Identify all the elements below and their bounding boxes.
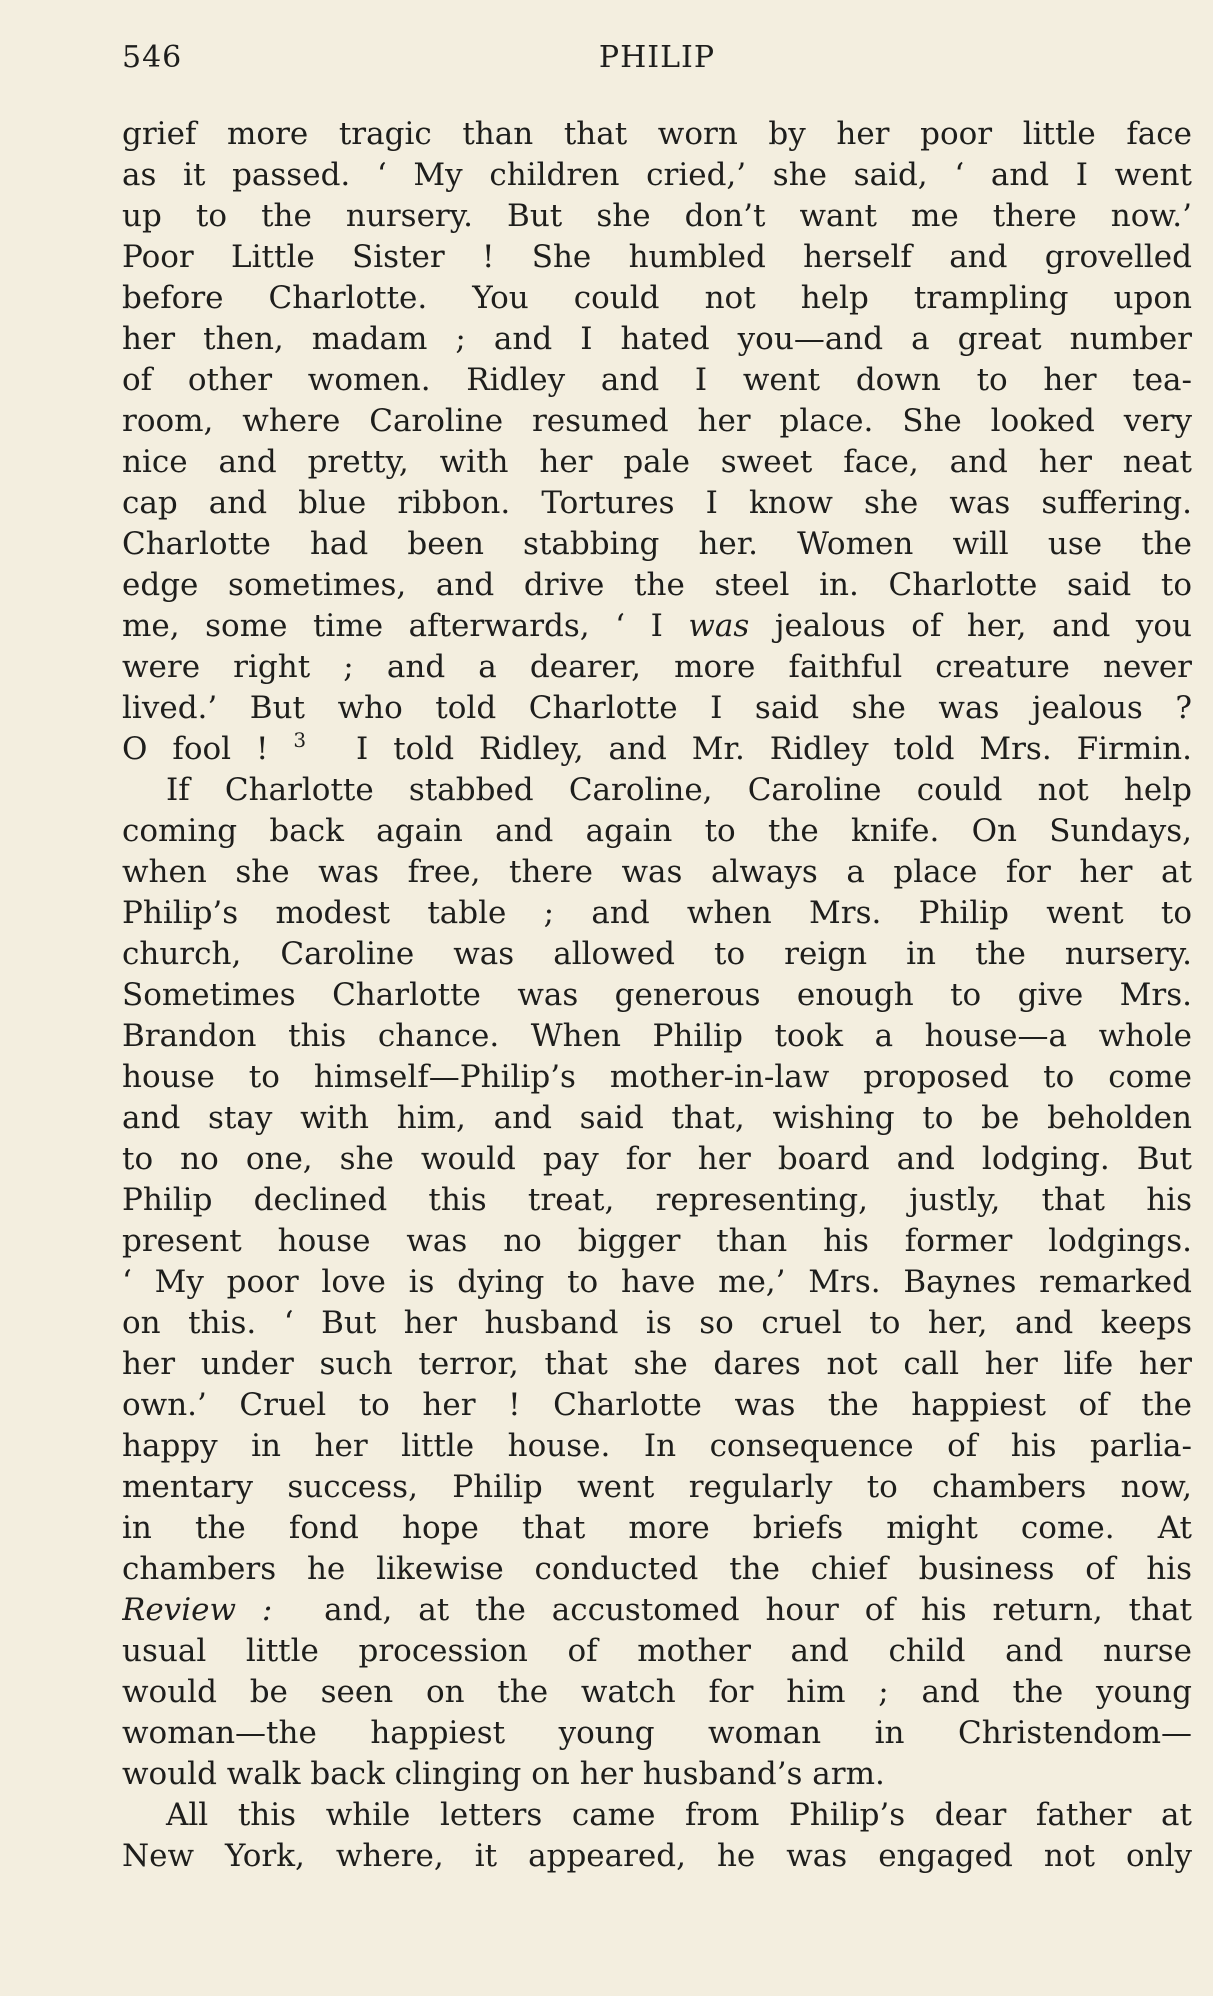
text-line bbox=[122, 1385, 1192, 1426]
text-line bbox=[122, 1303, 1192, 1344]
text-line bbox=[122, 1098, 1192, 1139]
line-text: usual little procession of mother and child and nurse bbox=[122, 1633, 1192, 1669]
text-line bbox=[122, 1795, 1192, 1836]
line-text: up to the nursery. But she don’t want me there now.’ bbox=[122, 198, 1192, 234]
line-text: and, at the accustomed hour of his return, that bbox=[272, 1592, 1192, 1628]
text-line bbox=[122, 1180, 1192, 1221]
line-text: chambers he likewise conducted the chief business of his bbox=[122, 1551, 1192, 1587]
line-text: happy in her little house. In consequence of his parlia- bbox=[122, 1428, 1192, 1464]
line-text: O fool ! bbox=[122, 731, 294, 767]
text-line bbox=[122, 196, 1192, 237]
line-text: her under such terror, that she dares not call her life her bbox=[122, 1346, 1192, 1382]
text-line bbox=[122, 360, 1192, 401]
line-text: Philip’s modest table ; and when Mrs. Philip went to bbox=[122, 895, 1192, 931]
line-text: Poor Little Sister ! She humbled herself and grovelled bbox=[122, 239, 1192, 275]
text-line bbox=[122, 483, 1192, 524]
line-text: of other women. Ridley and I went down to her tea- bbox=[122, 362, 1192, 398]
line-text: her then, madam ; and I hated you—and a great number bbox=[122, 321, 1192, 357]
footnote-marker: 3 bbox=[293, 729, 307, 752]
line-text: grief more tragic than that worn by her poor little face bbox=[122, 116, 1192, 152]
text-line bbox=[122, 1549, 1192, 1590]
text-line bbox=[122, 770, 1192, 811]
text-line bbox=[122, 811, 1192, 852]
line-text: Charlotte had been stabbing her. Women will use the bbox=[122, 526, 1192, 562]
text-line bbox=[122, 1631, 1192, 1672]
line-text: in the fond hope that more briefs might come. At bbox=[122, 1510, 1192, 1546]
text-line bbox=[122, 975, 1192, 1016]
text-line bbox=[122, 1139, 1192, 1180]
line-text: present house was no bigger than his former lodgings. bbox=[122, 1223, 1192, 1259]
text-line bbox=[122, 1754, 1192, 1795]
line-text: edge sometimes, and drive the steel in. Charlotte said to bbox=[122, 567, 1192, 603]
line-text: ‘ My poor love is dying to have me,’ Mrs. Baynes remarked bbox=[122, 1264, 1192, 1300]
text-line bbox=[122, 1262, 1192, 1303]
text-line bbox=[122, 1426, 1192, 1467]
text-line bbox=[122, 647, 1192, 688]
line-text: Sometimes Charlotte was generous enough to give Mrs. bbox=[122, 977, 1192, 1013]
text-line bbox=[122, 1344, 1192, 1385]
running-title: PHILIP bbox=[598, 40, 716, 75]
page-number: 546 bbox=[122, 40, 183, 75]
body-text bbox=[122, 114, 1192, 1877]
text-line bbox=[122, 401, 1192, 442]
line-text: me, some time afterwards, ‘ I bbox=[122, 608, 689, 644]
line-text: All this while letters came from Philip’s dear father at bbox=[166, 1797, 1192, 1833]
text-line bbox=[122, 237, 1192, 278]
line-text: when she was free, there was always a place for her at bbox=[122, 854, 1192, 890]
line-text: If Charlotte stabbed Caroline, Caroline could not help bbox=[166, 772, 1192, 808]
text-line bbox=[122, 1590, 1192, 1631]
text-line bbox=[122, 1467, 1192, 1508]
line-text: would walk back clinging on her husband’s arm. bbox=[122, 1756, 885, 1792]
line-text: mentary success, Philip went regularly to chambers now, bbox=[122, 1469, 1192, 1505]
line-text: own.’ Cruel to her ! Charlotte was the happiest of the bbox=[122, 1387, 1192, 1423]
text-line bbox=[122, 1057, 1192, 1098]
text-line bbox=[122, 442, 1192, 483]
text-line bbox=[122, 114, 1192, 155]
line-text: as it passed. ‘ My children cried,’ she said, ‘ and I went bbox=[122, 157, 1192, 193]
text-line bbox=[122, 729, 1192, 770]
text-line bbox=[122, 524, 1192, 565]
line-text: house to himself—Philip’s mother-in-law proposed to come bbox=[122, 1059, 1192, 1095]
text-line bbox=[122, 1713, 1192, 1754]
line-text: would be seen on the watch for him ; and the young bbox=[122, 1674, 1192, 1710]
line-text: jealous of her, and you bbox=[749, 608, 1192, 644]
text-line bbox=[122, 319, 1192, 360]
emphasis-text: Review : bbox=[122, 1592, 273, 1628]
line-text: coming back again and again to the knife. On Sundays, bbox=[122, 813, 1192, 849]
line-text: lived.’ But who told Charlotte I said she was jealous ? bbox=[122, 690, 1192, 726]
line-text: woman—the happiest young woman in Christendom— bbox=[122, 1715, 1192, 1751]
emphasis-text: was bbox=[688, 608, 750, 644]
line-text: Brandon this chance. When Philip took a house—a whole bbox=[122, 1018, 1192, 1054]
text-line bbox=[122, 852, 1192, 893]
line-text: were right ; and a dearer, more faithful creature never bbox=[122, 649, 1192, 685]
text-line bbox=[122, 1836, 1192, 1877]
line-text: I told Ridley, and Mr. Ridley told Mrs. Firmin. bbox=[306, 731, 1192, 767]
text-line bbox=[122, 1672, 1192, 1713]
text-line bbox=[122, 1508, 1192, 1549]
line-text: room, where Caroline resumed her place. She looked very bbox=[122, 403, 1192, 439]
text-line bbox=[122, 606, 1192, 647]
text-line bbox=[122, 278, 1192, 319]
line-text: nice and pretty, with her pale sweet face, and her neat bbox=[122, 444, 1192, 480]
text-line bbox=[122, 934, 1192, 975]
line-text: on this. ‘ But her husband is so cruel to her, and keeps bbox=[122, 1305, 1192, 1341]
text-line bbox=[122, 688, 1192, 729]
text-line bbox=[122, 155, 1192, 196]
line-text: to no one, she would pay for her board and lodging. But bbox=[122, 1141, 1192, 1177]
line-text: Philip declined this treat, representing, justly, that his bbox=[122, 1182, 1192, 1218]
line-text: before Charlotte. You could not help trampling upon bbox=[122, 280, 1192, 316]
running-head bbox=[122, 40, 1192, 80]
text-line bbox=[122, 565, 1192, 606]
text-line bbox=[122, 893, 1192, 934]
line-text: cap and blue ribbon. Tortures I know she was suffering. bbox=[122, 485, 1192, 521]
line-text: church, Caroline was allowed to reign in the nursery. bbox=[122, 936, 1192, 972]
line-text: New York, where, it appeared, he was engaged not only bbox=[122, 1838, 1192, 1874]
text-line bbox=[122, 1016, 1192, 1057]
text-line bbox=[122, 1221, 1192, 1262]
line-text: and stay with him, and said that, wishing to be beholden bbox=[122, 1100, 1192, 1136]
